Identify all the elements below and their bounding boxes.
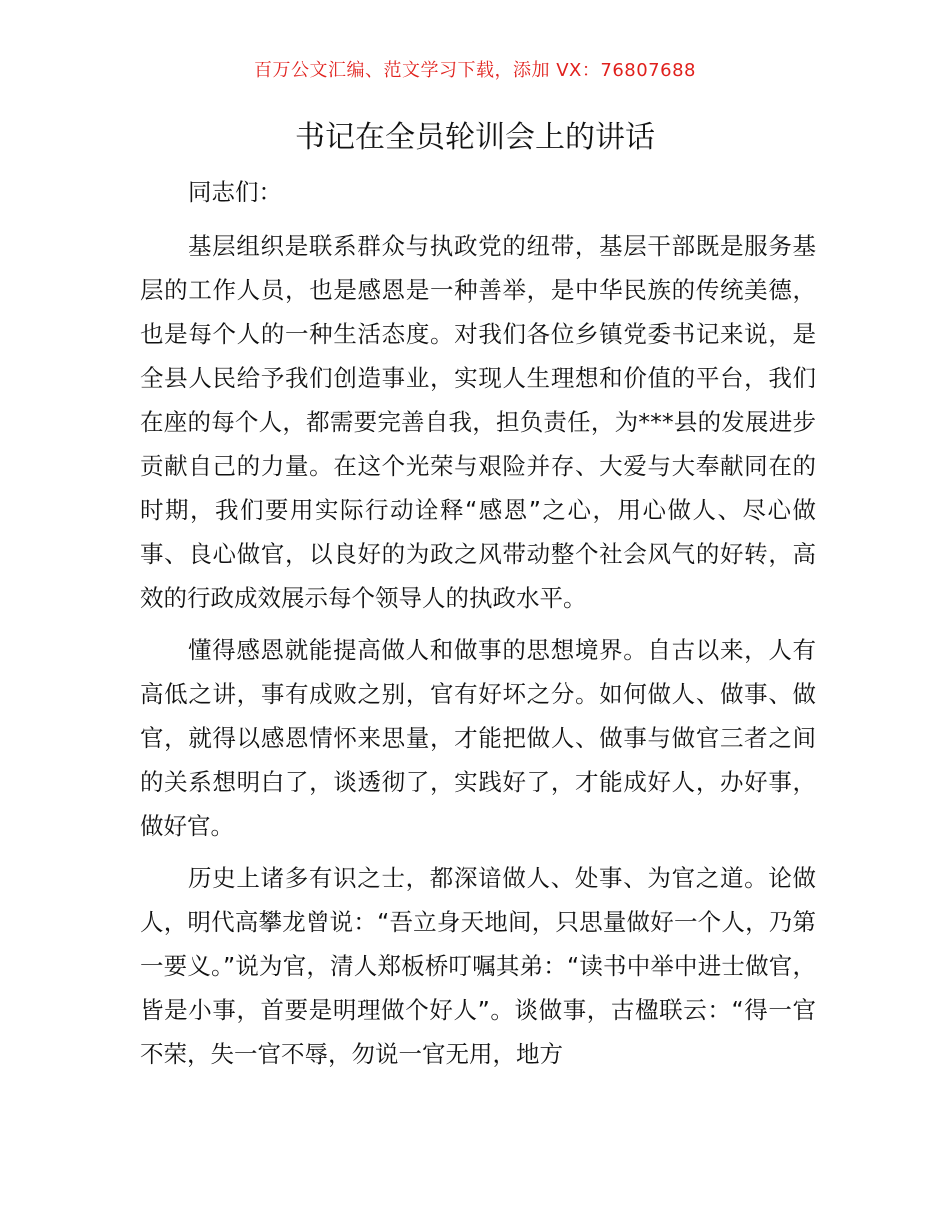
- paragraph-1: 基层组织是联系群众与执政党的纽带，基层干部既是服务基层的工作人员，也是感恩是一种善举，是中华民族的传统美德，也是每个人的一种生活态度。对我们各位乡镇党委书记来说，是全县人民给予我们创造事业，实现人生理想和价值的平台，我们在座的每个人，都需要完善自我，担负责任，为***县的发展进步贡献自己的力量。在这个光荣与艰险并存、大爱与大奉献同在的时期，我们要用实际行动诠释“感恩”之心，用心做人、尽心做事、良心做官，以良好的为政之风带动整个社会风气的好转，高效的行政成效展示每个领导人的执政水平。: [140, 232, 816, 612]
- document-body: [140, 170, 816, 1076]
- salutation: 同志们：: [188, 178, 282, 206]
- paragraph-3: 历史上诸多有识之士，都深谙做人、处事、为官之道。论做人，明代高攀龙曾说：“吾立身天地间，只思量做好一个人，乃第一要义。”说为官，清人郑板桥叮嘱其弟：“读书中举中进士做官，皆是小事，首要是明理做个好人”。谈做事，古楹联云：“得一官不荣，失一官不辱，勿说一官无用，地方: [140, 864, 816, 1068]
- header-banner: 百万公文汇编、范文学习下载，添加 VX：76807688: [254, 60, 696, 81]
- document-title: 书记在全员轮训会上的讲话: [295, 120, 655, 155]
- paragraph-2: 懂得感恩就能提高做人和做事的思想境界。自古以来，人有高低之讲，事有成败之别，官有好坏之分。如何做人、做事、做官，就得以感恩情怀来思量，才能把做人、做事与做官三者之间的关系想明白了，谈透彻了，实践好了，才能成好人，办好事，做好官。: [140, 636, 816, 840]
